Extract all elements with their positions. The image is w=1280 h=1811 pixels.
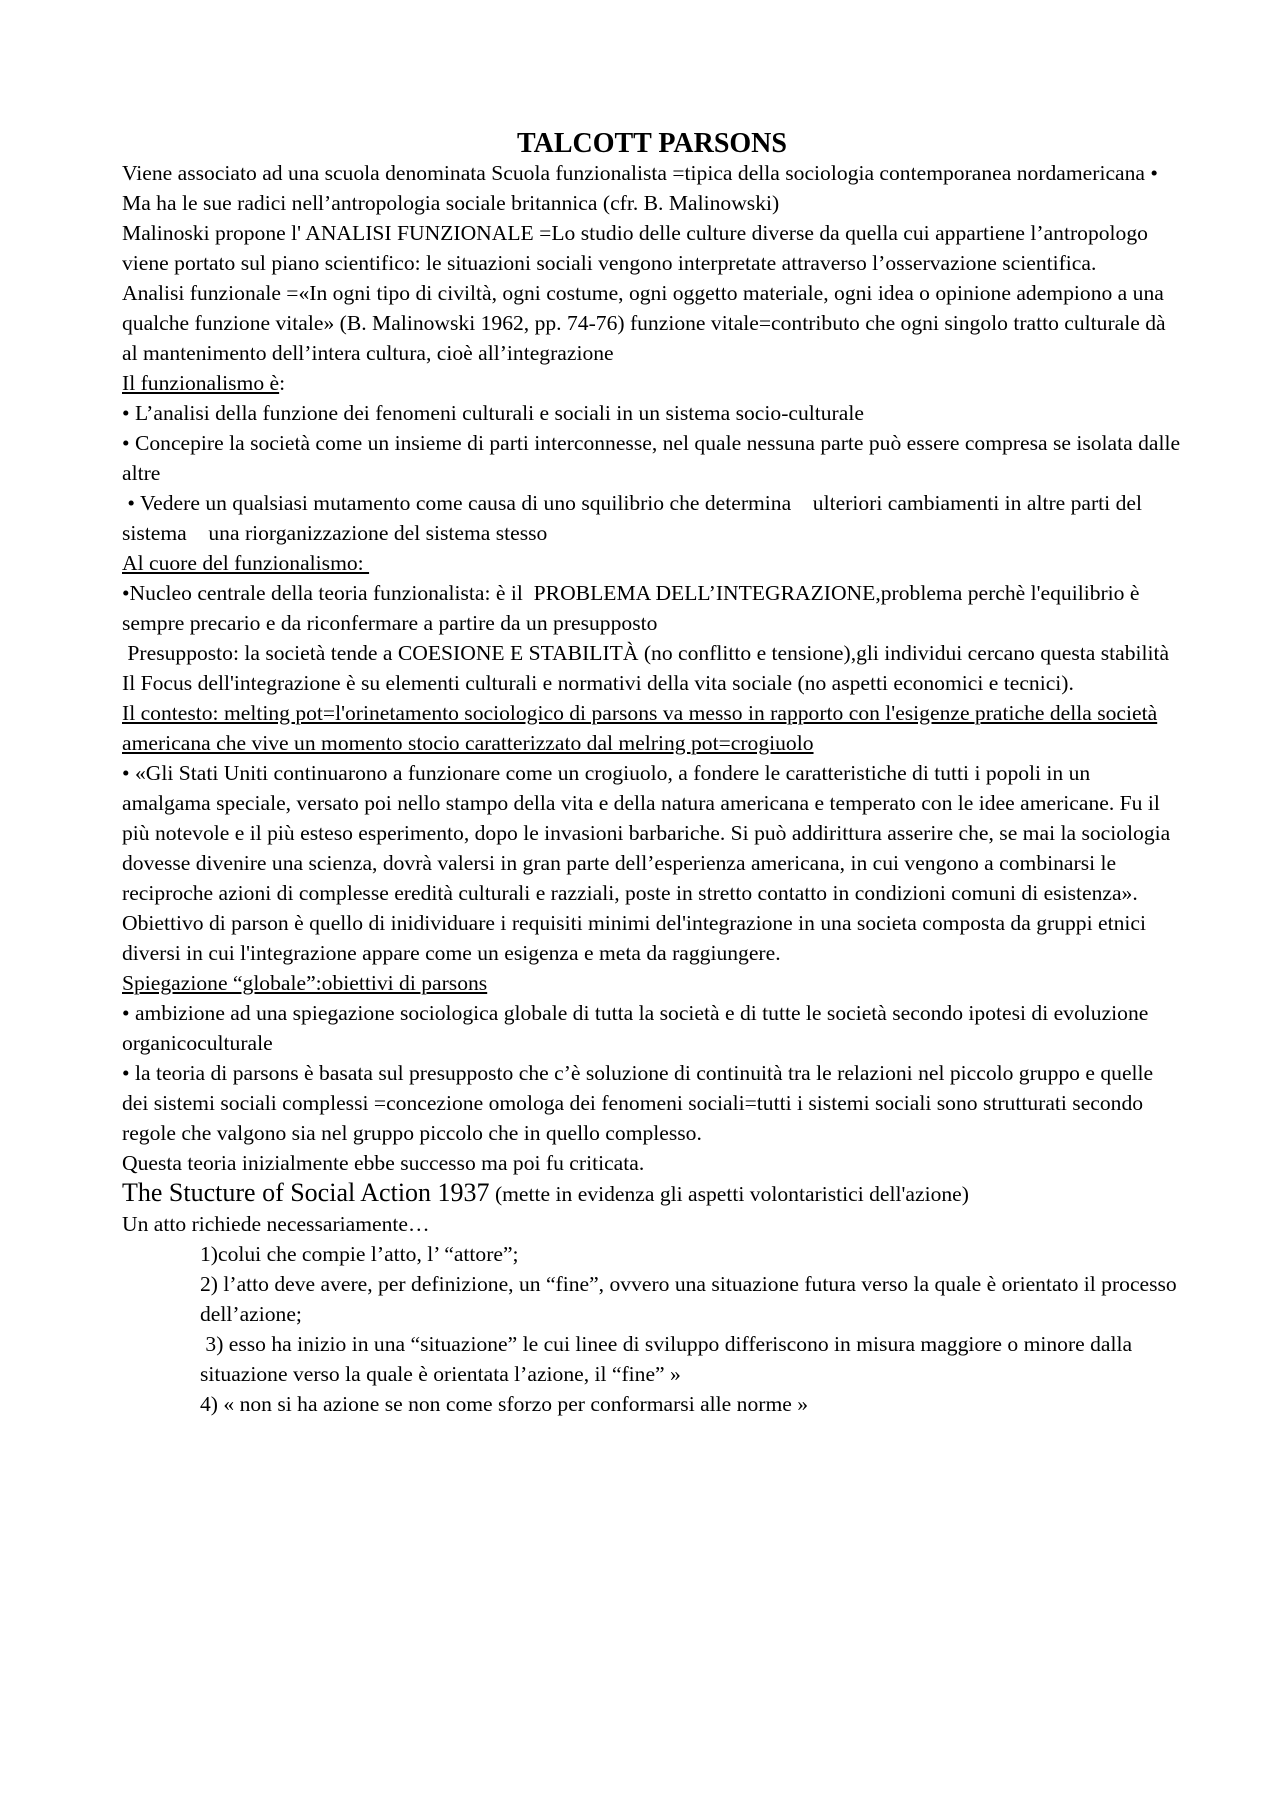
paragraph-quote-stati-uniti: • «Gli Stati Uniti continuarono a funzionare come un crogiuolo, a fondere le caratteristiche di tutti i popoli in un amalgama speciale, versato poi nello stampo della vita e della natura americana e temperato con le idee americane. Fu il più notevole e il più esteso esperimento, dopo le invasioni barbariche. Si può addirittura asserire che, se mai la sociologia dovesse divenire una scienza, dovrà valersi in gran parte dell’esperienza americana, in cui vengono a combinarsi le reciproche azioni di complesse eredità culturali e razziali, poste in stretto contatto in condizioni comuni di esistenza».: [122, 761, 1171, 905]
list-item-1: 1)colui che compie l’atto, l’ “attore”;: [200, 1242, 519, 1266]
list-item-2: 2) l’atto deve avere, per definizione, un “fine”, ovvero una situazione futura verso la quale è orientato il processo dell’azione;: [200, 1272, 1177, 1326]
bullet-societa: • Concepire la società come un insieme di parti interconnesse, nel quale nessuna parte può essere compresa se isolata dalle altre: [122, 431, 1181, 485]
heading-contesto-text: Il contesto: melting pot=l'orinetamento sociologico di parsons va messo in rapporto con l'esigenze pratiche della società americana che vive un momento stocio caratterizzato dal melring pot=crogiuolo: [122, 701, 1158, 755]
paragraph-atto: Un atto richiede necessariamente…: [122, 1212, 430, 1236]
heading-cuore: [122, 548, 1182, 578]
paragraph-successo: Questa teoria inizialmente ebbe successo ma poi fu criticata.: [122, 1151, 645, 1175]
heading-structure-title: The Stucture of Social Action 1937: [122, 1178, 490, 1207]
bullet-ambizione: • ambizione ad una spiegazione sociologica globale di tutta la società e di tutte le società secondo ipotesi di evoluzione organicoculturale: [122, 1001, 1149, 1055]
paragraph-intro: Viene associato ad una scuola denominata Scuola funzionalista =tipica della sociologia contemporanea nordamericana • Ma ha le sue radici nell’antropologia sociale britannica (cfr. B. Malinowski): [122, 161, 1158, 215]
paragraph-obiettivo: Obiettivo di parson è quello di inidividuare i requisiti minimi del'integrazione in una societa composta da gruppi etnici diversi in cui l'integrazione appare come un esigenza e meta da raggiungere.: [122, 911, 1146, 965]
heading-structure-note: (mette in evidenza gli aspetti volontaristici dell'azione): [489, 1182, 969, 1206]
document-body: [122, 126, 1182, 1419]
heading-cuore-text: Al cuore del funzionalismo:: [122, 551, 370, 575]
paragraph-analisi-funzionale: Analisi funzionale =«In ogni tipo di civiltà, ogni costume, ogni oggetto materiale, ogni idea o opinione adempiono a una qualche funzione vitale» (B. Malinowski 1962, pp. 74-76) funzione vitale=contributo che ogni singolo tratto culturale dà al mantenimento dell’intera cultura, cioè all’integrazione: [122, 281, 1166, 365]
paragraph-nucleo: •Nucleo centrale della teoria funzionalista: è il PROBLEMA DELL’INTEGRAZIONE,problema perchè l'equilibrio è sempre precario e da riconfermare a partire da un presupposto: [122, 581, 1145, 635]
heading-funzionalismo-text: Il funzionalismo è: [122, 371, 280, 395]
paragraph-focus: Il Focus dell'integrazione è su elementi culturali e normativi della vita sociale (no aspetti economici e tecnici).: [122, 671, 1074, 695]
heading-funzionalismo: [122, 368, 1182, 398]
bullet-mutamento: • Vedere un qualsiasi mutamento come causa di uno squilibrio che determina ulteriori cambiamenti in altre parti del sistema una riorganizzazione del sistema stesso: [122, 491, 1148, 545]
bullet-analisi: • L’analisi della funzione dei fenomeni culturali e sociali in un sistema socio-culturale: [122, 401, 864, 425]
paragraph-malinowski: Malinoski propone l' ANALISI FUNZIONALE =Lo studio delle culture diverse da quella cui appartiene l’antropologo viene portato sul piano scientifico: le situazioni sociali vengono interpretate attraverso l’osservazione scientifica.: [122, 221, 1148, 275]
bullet-teoria: • la teoria di parsons è basata sul presupposto che c’è soluzione di continuità tra le relazioni nel piccolo gruppo e quelle dei sistemi sociali complessi =concezione omologa dei fenomeni sociali=tutti i sistemi sociali sono strutturati secondo regole che valgono sia nel gruppo piccolo che in quello complesso.: [122, 1061, 1154, 1145]
page-title: TALCOTT PARSONS: [517, 128, 787, 159]
list-item-4: 4) « non si ha azione se non come sforzo per conformarsi alle norme »: [200, 1392, 809, 1416]
heading-funzionalismo-colon: :: [279, 371, 286, 395]
heading-spiegazione-text: Spiegazione “globale”:obiettivi di parsons: [122, 971, 488, 995]
paragraph-presupposto: Presupposto: la società tende a COESIONE E STABILITÀ (no conflitto e tensione),gli individui cercano questa stabilità: [122, 641, 1170, 665]
heading-spiegazione: [122, 968, 1182, 998]
list-item-3: 3) esso ha inizio in una “situazione” le cui linee di sviluppo differiscono in misura maggiore o minore dalla situazione verso la quale è orientata l’azione, il “fine” »: [200, 1332, 1138, 1386]
heading-structure: [122, 1178, 1182, 1209]
heading-contesto: [122, 698, 1182, 758]
